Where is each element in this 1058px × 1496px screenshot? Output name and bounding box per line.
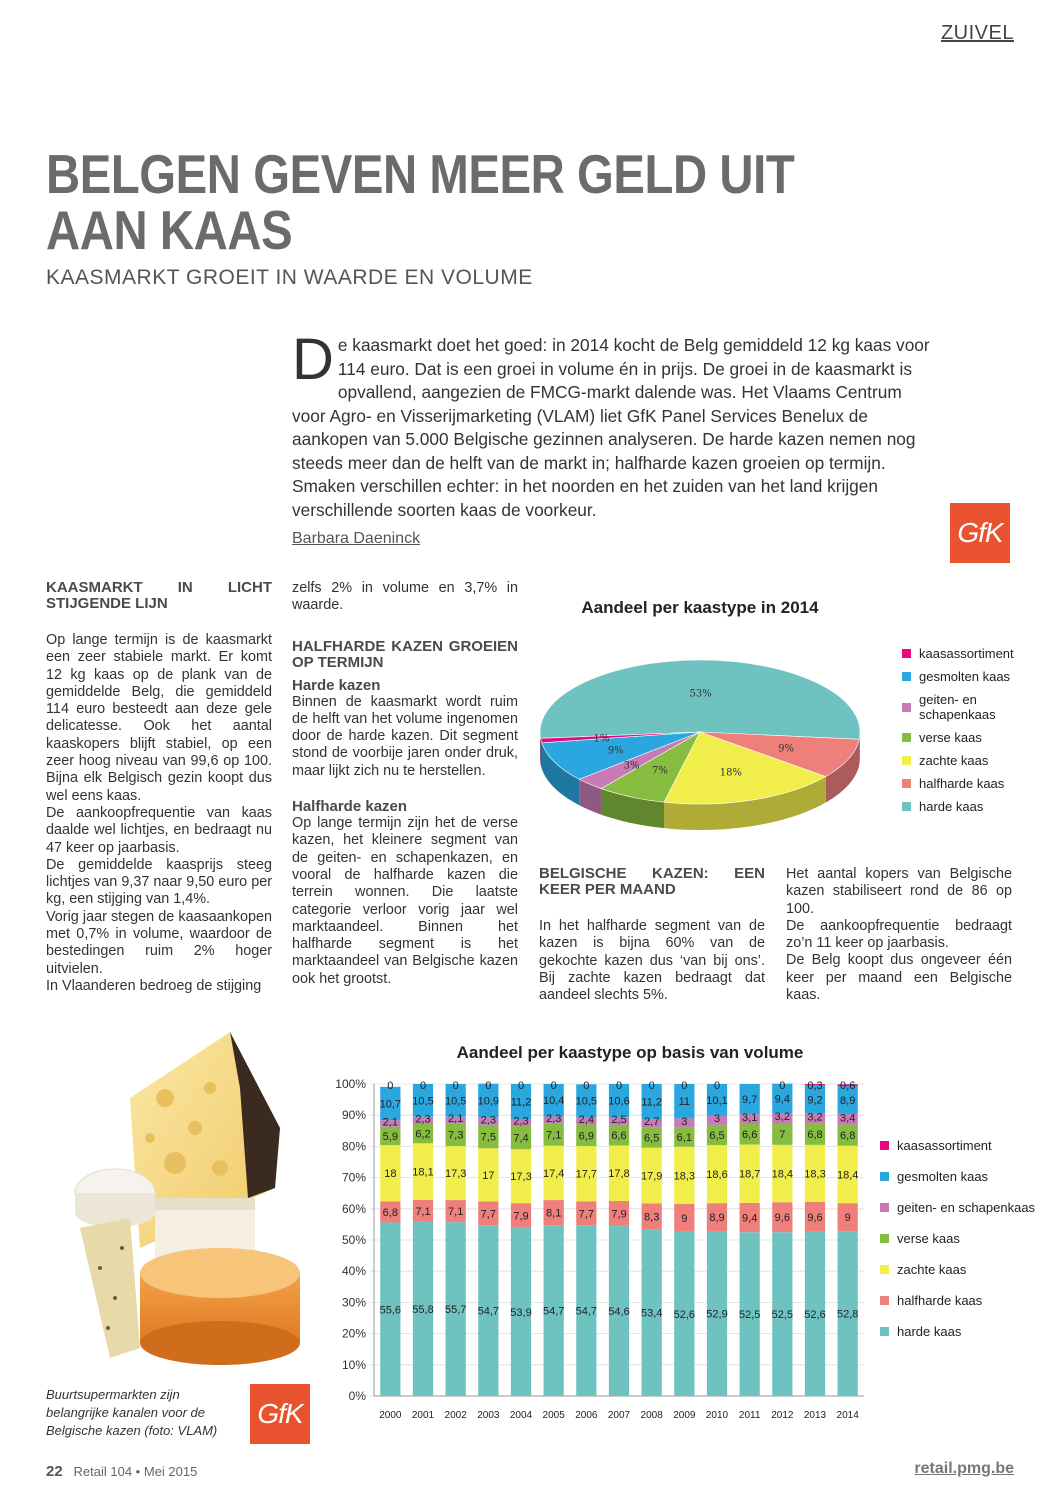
bar-value-label: 54,7 xyxy=(477,1305,500,1318)
x-tick-label: 2010 xyxy=(705,1410,729,1421)
footer-issue xyxy=(46,1463,197,1480)
bar-value-label: 55,7 xyxy=(444,1304,467,1317)
photo-caption: Buurtsupermarkten zijn belangrijke kanalen voor de Belgische kazen (foto: VLAM) xyxy=(46,1387,218,1438)
x-tick-label: 2003 xyxy=(477,1410,500,1421)
x-tick-label: 2004 xyxy=(509,1410,533,1421)
col2-sub1: Harde kazen xyxy=(292,676,381,694)
author-link[interactable]: Barbara Daeninck xyxy=(292,530,421,547)
bar-value-label: 6,8 xyxy=(840,1130,856,1143)
bar-value-label: 8,9 xyxy=(709,1212,725,1225)
legend-swatch xyxy=(880,1327,889,1336)
bar-value-label: 17,7 xyxy=(575,1168,598,1181)
legend-label: harde kaas xyxy=(919,799,984,814)
bar-value-label: 55,6 xyxy=(379,1304,402,1317)
bar-value-label: 17,8 xyxy=(608,1168,630,1181)
legend-item xyxy=(902,776,1052,791)
title-line-1: BELGEN GEVEN MEER GELD UIT xyxy=(46,143,795,205)
legend-label: gesmolten kaas xyxy=(919,669,1011,684)
col4-p2: De aankoopfrequentie bedraagt zo’n 11 keer op jaarbasis. xyxy=(786,917,1012,952)
website-link[interactable]: retail.pmg.be xyxy=(914,1460,1014,1477)
bar-value-label: 3,2 xyxy=(807,1111,823,1124)
legend-item xyxy=(902,730,1052,745)
col2-sub2: Halfharde kazen xyxy=(292,798,408,816)
drop-cap: D xyxy=(292,327,334,392)
x-tick-label: 2005 xyxy=(542,1410,565,1421)
pie-chart-legend xyxy=(902,646,1052,822)
y-tick-label: 20% xyxy=(341,1326,366,1341)
bar-value-label: 9,7 xyxy=(742,1094,758,1107)
lead-text: e kaasmarkt doet het goed: in 2014 kocht de Belg gemiddeld 12 kg kaas voor 114 euro. Dat is een groei in volume én in prijs. De groei in de kaasmarkt is opvallend, aangezien de FMCG-markt dalende was. Het Vlaams Centrum voor Agro- en Visserijmarketing (VLAM) liet GfK Panel Services Benelux de aankopen van 5.000 Belgische gezinnen analyseren. De harde kazen nemen nog steeds meer dan de helft van de markt in; halfharde kazen groeien op termijn. Smaken verschillen echter: in het noorden en het zuiden van het land krijgen verschillende soorten kaas de voorkeur. xyxy=(292,335,930,520)
bar-value-label: 0 xyxy=(583,1080,590,1092)
bar-value-label: 18,6 xyxy=(706,1169,728,1182)
legend-swatch xyxy=(880,1296,889,1305)
x-tick-label: 2007 xyxy=(607,1410,631,1421)
legend-label: kaasassortiment xyxy=(897,1138,992,1153)
bar-value-label: 0 xyxy=(615,1080,623,1092)
bar-value-label: 54,6 xyxy=(608,1305,630,1318)
bar-value-label: 6,1 xyxy=(676,1132,692,1145)
col1-p1: Op lange termijn is de kaasmarkt een zeer stabiele markt. Er komt 12 kg kaas op de plank van de gemiddelde Belg, die gemiddeld 114 euro besteedt aan deze gele delicatesse. Ook het aantal kaaskopers blijft stabiel, op een zeer hoog niveau van 99,6 op 100. Bijna elk Belgisch gezin koopt dus wel eens kaas. xyxy=(46,632,272,804)
bar-chart xyxy=(320,1068,876,1430)
bar-value-label: 52,6 xyxy=(673,1308,696,1321)
bar-value-label: 3,1 xyxy=(742,1112,758,1125)
bar-value-label: 6,2 xyxy=(415,1128,431,1141)
bar-chart-title: Aandeel per kaastype op basis van volume xyxy=(456,1043,804,1062)
column-2 xyxy=(292,580,518,988)
bar-value-label: 18,4 xyxy=(771,1168,794,1181)
gfk-logo-text: GfK xyxy=(957,517,1003,548)
bar-value-label: 52,6 xyxy=(804,1308,826,1321)
bar-value-label: 17,3 xyxy=(444,1168,467,1181)
bar-value-label: 7,1 xyxy=(546,1129,562,1142)
col1-p2: De aankoopfrequentie van kaas daalde wel lichtjes, en bedraagt nu 47 keer op jaarbasis. xyxy=(46,804,272,856)
bar-value-label: 52,9 xyxy=(706,1308,728,1321)
bar-value-label: 10,1 xyxy=(706,1094,728,1107)
bar-value-label: 2,3 xyxy=(480,1114,496,1127)
pie-chart xyxy=(534,640,874,840)
legend-label: halfharde kaas xyxy=(897,1293,983,1308)
legend-label: verse kaas xyxy=(897,1231,960,1246)
gfk-logo-2 xyxy=(250,1384,310,1444)
bar-value-label: 3 xyxy=(681,1116,688,1128)
col2-p1: Binnen de kaasmarkt wordt ruim de helft van het volume ingenomen door de harde kazen. Dit segment stond de voorbije jaren onder druk, maar lijkt zich nu te herstellen. xyxy=(292,693,518,779)
x-tick-label: 2001 xyxy=(411,1410,435,1421)
bar-value-label: 7,1 xyxy=(448,1206,464,1219)
legend-item xyxy=(880,1200,1052,1215)
legend-swatch xyxy=(880,1203,889,1212)
column-3 xyxy=(539,866,765,1004)
legend-item xyxy=(880,1324,1052,1339)
bar-value-label: 7,1 xyxy=(415,1205,431,1218)
legend-swatch xyxy=(880,1265,889,1274)
legend-label: zachte kaas xyxy=(897,1262,967,1277)
bar-value-label: 11 xyxy=(678,1096,691,1109)
legend-swatch xyxy=(902,756,911,765)
bar-value-label: 6,6 xyxy=(611,1130,627,1143)
legend-item xyxy=(880,1262,1052,1277)
legend-label: verse kaas xyxy=(919,730,982,745)
col2-heading: HALFHARDE KAZEN GROEIEN OP TERMIJN xyxy=(292,637,518,671)
bar-value-label: 54,7 xyxy=(575,1305,598,1318)
legend-item xyxy=(902,753,1052,768)
bar-value-label: 18,7 xyxy=(738,1168,761,1181)
gfk-logo xyxy=(950,503,1010,563)
x-tick-label: 2012 xyxy=(771,1410,794,1421)
bar-value-label: 0 xyxy=(452,1080,459,1092)
col2-p2: Op lange termijn zijn het de verse kazen, het kleinere segment van de geiten- en schapenkazen, en vooral de halfharde kazen die terrein wonnen. Die laatste categorie verloor vorig jaar wel marktaandeel. Binnen het halfharde segment is het marktaandeel van Belgische kazen ook het grootst. xyxy=(292,815,518,987)
y-tick-label: 60% xyxy=(341,1201,366,1216)
column-1 xyxy=(46,580,272,995)
col1-heading: KAASMARKT IN LICHT STIJGENDE LIJN xyxy=(46,579,272,612)
legend-swatch xyxy=(880,1172,889,1181)
bar-value-label: 6,8 xyxy=(382,1206,398,1219)
legend-swatch xyxy=(902,802,911,811)
bar-value-label: 18,1 xyxy=(412,1166,434,1179)
bar-value-label: 6,5 xyxy=(644,1132,660,1145)
y-tick-label: 10% xyxy=(341,1357,366,1372)
bar-value-label: 18,3 xyxy=(804,1168,826,1181)
bar-value-label: 7,4 xyxy=(513,1132,529,1145)
bar-value-label: 9,2 xyxy=(807,1094,823,1107)
pie-value-label: 3% xyxy=(623,760,640,772)
bar-value-label: 0,6 xyxy=(840,1080,856,1092)
bar-value-label: 55,8 xyxy=(412,1303,434,1316)
bar-value-label: 10,5 xyxy=(412,1095,434,1108)
column-4 xyxy=(786,866,1012,1004)
gfk-logo-2-text: GfK xyxy=(257,1398,303,1429)
y-tick-label: 80% xyxy=(341,1139,366,1154)
bar-value-label: 0 xyxy=(517,1080,525,1092)
legend-item xyxy=(902,646,1052,661)
bar-value-label: 3 xyxy=(713,1113,721,1126)
col1-p4: Vorig jaar stegen de kaasaankopen met 0,7% in volume, waardoor de bestedingen ruim 2% hoger uitvielen. xyxy=(46,908,272,977)
pie-value-label: 18% xyxy=(719,767,742,779)
legend-label: geiten- en schapenkaas xyxy=(919,692,996,722)
issue-label: Retail 104 • Mei 2015 xyxy=(73,1464,198,1479)
pie-value-label: 7% xyxy=(651,765,668,777)
y-tick-label: 50% xyxy=(341,1233,366,1247)
bar-value-label: 9,4 xyxy=(742,1212,758,1225)
x-tick-label: 2011 xyxy=(738,1410,761,1421)
bar-chart-legend xyxy=(880,1138,1052,1355)
bar-value-label: 7,5 xyxy=(480,1131,496,1144)
x-tick-label: 2014 xyxy=(836,1410,859,1421)
bar-value-label: 2,1 xyxy=(382,1116,398,1129)
bar-value-label: 2,7 xyxy=(644,1116,660,1129)
bar-value-label: 10,4 xyxy=(542,1095,565,1108)
y-tick-label: 30% xyxy=(341,1295,366,1310)
bar-value-label: 7,9 xyxy=(513,1210,529,1223)
col3-p1: In het halfharde segment van de kazen is bijna 60% van de gekochte kazen dus ‘van bij ons’. Bij zachte kazen bedraagt dat aandeel slechts 5%. xyxy=(539,918,765,1004)
bar-value-label: 0 xyxy=(387,1080,394,1092)
bar-value-label: 3,4 xyxy=(840,1112,856,1125)
bar-value-label: 11,2 xyxy=(641,1096,662,1109)
bar-value-label: 9 xyxy=(681,1212,688,1225)
bar-value-label: 0 xyxy=(779,1080,786,1092)
bar-value-label: 10,5 xyxy=(444,1095,467,1108)
bar-value-label: 53,9 xyxy=(510,1306,532,1319)
bar-value-label: 7,3 xyxy=(448,1129,464,1142)
bar-value-label: 10,5 xyxy=(575,1095,598,1108)
section-tag: ZUIVEL xyxy=(940,22,1014,44)
legend-item xyxy=(902,692,1052,722)
article-title xyxy=(46,143,803,261)
bar-value-label: 7 xyxy=(779,1128,786,1141)
bar-value-label: 54,7 xyxy=(542,1305,565,1318)
bar-value-label: 0 xyxy=(485,1080,492,1092)
bar-value-label: 17,3 xyxy=(510,1171,532,1184)
pie-value-label: 1% xyxy=(593,733,610,745)
bar-value-label: 6,5 xyxy=(709,1130,725,1143)
y-tick-label: 70% xyxy=(341,1170,366,1185)
legend-item xyxy=(902,799,1052,814)
y-tick-label: 0% xyxy=(348,1389,366,1403)
bar-value-label: 10,6 xyxy=(608,1095,630,1108)
col2-p0: zelfs 2% in volume en 3,7% in waarde. xyxy=(292,580,518,614)
legend-label: kaasassortiment xyxy=(919,646,1014,661)
x-tick-label: 2013 xyxy=(803,1410,827,1421)
x-tick-label: 2002 xyxy=(444,1410,467,1421)
bar-value-label: 2,1 xyxy=(448,1113,464,1126)
col4-p1: Het aantal kopers van Belgische kazen stabiliseert rond de 86 op 100. xyxy=(786,866,1012,917)
bar-value-label: 2,3 xyxy=(415,1113,431,1126)
col3-heading: BELGISCHE KAZEN: EEN KEER PER MAAND xyxy=(539,865,765,898)
bar-value-label: 5,9 xyxy=(382,1130,398,1143)
bar-value-label: 17,9 xyxy=(640,1170,663,1183)
bar-value-label: 6,6 xyxy=(742,1129,758,1142)
legend-item xyxy=(880,1293,1052,1308)
bar-value-label: 52,5 xyxy=(738,1309,761,1322)
page-number: 22 xyxy=(46,1463,63,1480)
lead-paragraph xyxy=(292,327,932,522)
legend-swatch xyxy=(902,703,911,712)
bar-value-label: 0 xyxy=(681,1080,688,1092)
bar-value-label: 8,9 xyxy=(840,1095,856,1108)
bar-value-label: 3,2 xyxy=(774,1111,790,1124)
bar-value-label: 2,3 xyxy=(513,1115,529,1128)
legend-item xyxy=(880,1138,1052,1153)
legend-label: geiten- en schapenkaas xyxy=(897,1200,1036,1215)
pie-value-label: 9% xyxy=(778,743,794,755)
bar-value-label: 11,2 xyxy=(510,1096,532,1109)
legend-label: harde kaas xyxy=(897,1324,962,1339)
bar-value-label: 6,9 xyxy=(578,1130,594,1143)
y-tick-label: 100% xyxy=(335,1077,366,1091)
legend-label: zachte kaas xyxy=(919,753,989,768)
col1-p3: De gemiddelde kaasprijs steeg lichtjes van 9,37 naar 9,50 euro per kg, een stijging van 1,4%. xyxy=(46,856,272,908)
legend-swatch xyxy=(880,1141,889,1150)
bar-value-label: 18 xyxy=(384,1168,397,1181)
legend-swatch xyxy=(902,733,911,742)
bar-value-label: 0 xyxy=(713,1080,721,1092)
x-tick-label: 2000 xyxy=(379,1410,402,1421)
pie-slice-harde-kaas xyxy=(540,660,860,739)
legend-label: halfharde kaas xyxy=(919,776,1005,791)
bar-value-label: 0,3 xyxy=(807,1080,823,1092)
bar-value-label: 2,3 xyxy=(546,1113,562,1126)
pie-chart-title: Aandeel per kaastype in 2014 xyxy=(581,598,819,617)
pie-value-label: 9% xyxy=(607,745,624,757)
bar-value-label: 18,4 xyxy=(836,1169,859,1182)
bar-value-label: 2,5 xyxy=(611,1113,627,1126)
legend-swatch xyxy=(902,779,911,788)
legend-swatch xyxy=(902,672,911,681)
legend-item xyxy=(880,1169,1052,1184)
article-subtitle: KAASMARKT GROEIT IN WAARDE EN VOLUME xyxy=(46,266,533,289)
y-tick-label: 40% xyxy=(341,1264,366,1279)
legend-swatch xyxy=(902,649,911,658)
bar-value-label: 7,9 xyxy=(611,1208,627,1221)
x-tick-label: 2009 xyxy=(673,1410,696,1421)
x-tick-label: 2006 xyxy=(575,1410,598,1421)
bar-value-label: 7,7 xyxy=(578,1208,594,1221)
col4-p3: De Belg koopt dus ongeveer één keer per maand een Belgische kaas. xyxy=(786,952,1012,1004)
bar-value-label: 9 xyxy=(844,1212,851,1225)
bar-value-label: 53,4 xyxy=(640,1307,663,1320)
legend-item xyxy=(880,1231,1052,1246)
bar-value-label: 10,7 xyxy=(379,1098,402,1111)
col1-p5: In Vlaanderen bedroeg de stijging xyxy=(46,977,262,994)
legend-swatch xyxy=(880,1234,889,1243)
bar-value-label: 18,3 xyxy=(673,1170,696,1183)
bar-value-label: 52,5 xyxy=(771,1309,794,1322)
title-line-2: AAN KAAS xyxy=(46,199,293,261)
bar-value-label: 0 xyxy=(550,1080,557,1092)
pie-value-label: 53% xyxy=(689,688,712,700)
legend-label: gesmolten kaas xyxy=(897,1169,989,1184)
bar-value-label: 8,1 xyxy=(546,1207,562,1220)
bar-value-label: 9,6 xyxy=(774,1212,790,1225)
bar-value-label: 9,6 xyxy=(807,1211,823,1224)
bar-value-label: 17,4 xyxy=(542,1167,565,1180)
bar-value-label: 0 xyxy=(419,1080,427,1092)
bar-value-label: 9,4 xyxy=(774,1093,790,1106)
legend-item xyxy=(902,669,1052,684)
bar-value-label: 0 xyxy=(648,1080,655,1092)
bar-value-label: 6,8 xyxy=(807,1129,823,1142)
bar-value-label: 10,9 xyxy=(477,1095,500,1108)
bar-value-label: 17 xyxy=(482,1169,495,1182)
y-tick-label: 90% xyxy=(341,1108,366,1123)
x-tick-label: 2008 xyxy=(640,1410,663,1421)
bar-value-label: 2,4 xyxy=(578,1113,594,1126)
bar-value-label: 7,7 xyxy=(480,1208,496,1221)
bar-value-label: 8,3 xyxy=(644,1211,660,1224)
bar-value-label: 52,8 xyxy=(836,1308,859,1321)
cheese-photo xyxy=(70,1028,310,1368)
